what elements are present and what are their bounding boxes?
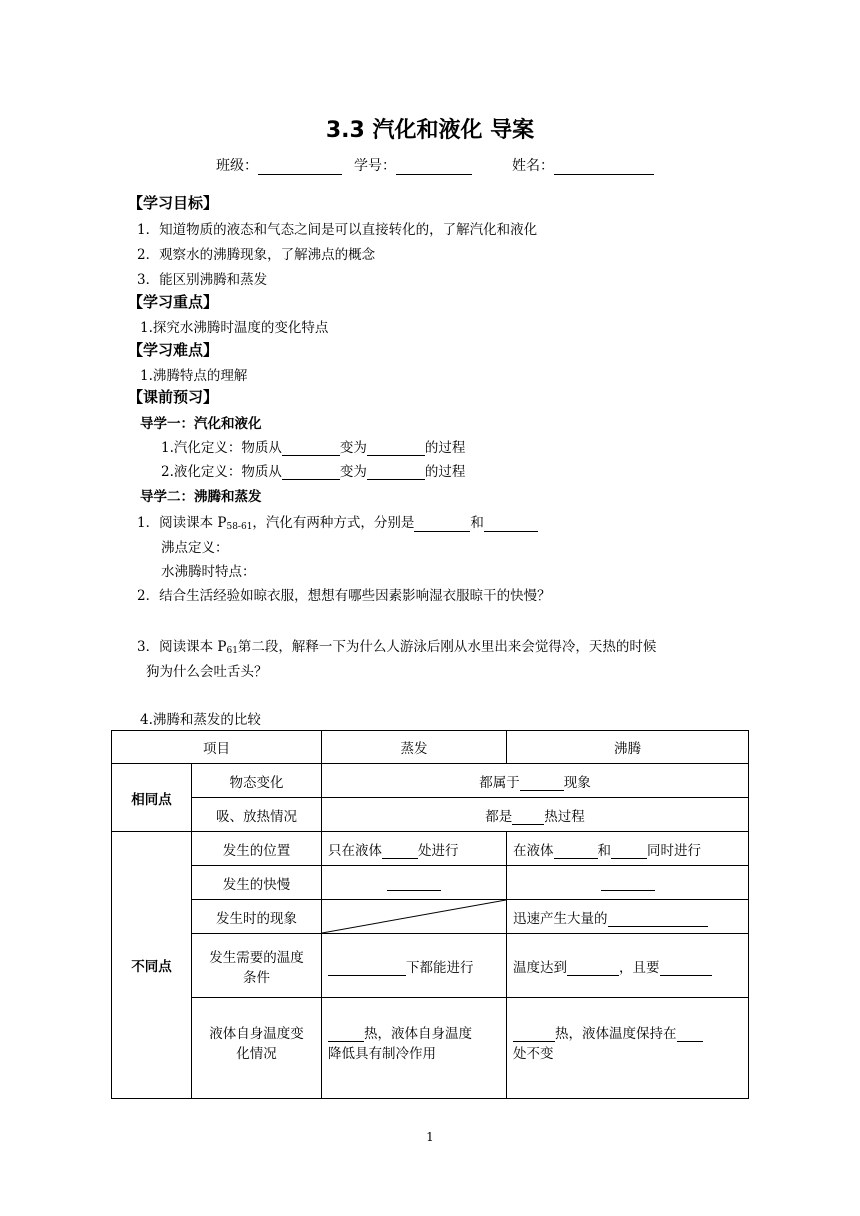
student-id-field	[354, 155, 472, 175]
name-field	[512, 155, 654, 175]
guide2-question-2: 2．结合生活经验如晾衣服，想想有哪些因素影响湿衣服晾干的快慢？	[137, 588, 551, 604]
phenomenon-evaporation-crossed	[322, 900, 507, 934]
blank-line[interactable]	[513, 1027, 555, 1042]
class-blank[interactable]	[258, 159, 342, 175]
phenomenon-label: 发生时的现象	[192, 900, 322, 934]
page-number: 1	[426, 1130, 434, 1144]
same-points-label: 相同点	[112, 764, 192, 832]
class-label: 班级：	[216, 158, 258, 174]
guide1-title: 导学一：汽化和液化	[140, 416, 262, 432]
blank-line[interactable]	[328, 1027, 364, 1042]
temperature-boiling: 温度达到 ，且要	[507, 934, 749, 998]
guide2-question-3-line2: 狗为什么会吐舌头？	[146, 664, 268, 680]
header-evaporation: 蒸发	[322, 731, 507, 764]
student-id-label: 学号：	[354, 158, 396, 174]
blank-line[interactable]	[608, 912, 708, 927]
liquefaction-definition: 2.液化定义：物质从 变为 的过程	[161, 464, 466, 480]
student-id-blank[interactable]	[396, 159, 472, 175]
comparison-table	[111, 730, 749, 1099]
blank-line[interactable]	[567, 961, 619, 976]
page-title: 3.3 汽化和液化 导案	[325, 118, 535, 143]
blank-line[interactable]	[387, 876, 441, 891]
guide2-question-1: 1．阅读课本 $P_{58-61}$，汽化有两种方式，分别是 和	[137, 511, 538, 532]
guide2-question-3: 3．阅读课本 $P_{61}$第二段，解释一下为什么人游泳后刚从水里出来会觉得冷，天热的时候	[137, 639, 657, 656]
temperature-change-boiling: 热，液体温度保持在 处不变	[507, 998, 749, 1099]
blank-line[interactable]	[611, 844, 647, 859]
blank-line[interactable]	[660, 961, 712, 976]
phenomenon-boiling: 迅速产生大量的	[507, 900, 749, 934]
comparison-title: 4.沸腾和蒸发的比较	[140, 712, 261, 728]
speed-boiling	[507, 866, 749, 900]
goal-item-2: 2．观察水的沸腾现象，了解沸点的概念	[137, 247, 376, 263]
blank-line[interactable]	[554, 844, 598, 859]
blank-line[interactable]	[414, 517, 470, 532]
blank-line[interactable]	[601, 876, 655, 891]
name-blank[interactable]	[554, 159, 654, 175]
blank-line[interactable]	[328, 961, 406, 976]
difficulty-item-1: 1.沸腾特点的理解	[140, 368, 248, 384]
guide2-title: 导学二：沸腾和蒸发	[140, 489, 262, 505]
vaporization-definition: 1.汽化定义：物质从 变为 的过程	[161, 440, 466, 456]
differences-label: 不同点	[112, 832, 192, 1099]
blank-line[interactable]	[282, 441, 340, 456]
goals-heading: 【学习目标】	[128, 194, 219, 212]
temperature-change-evaporation: 热，液体自身温度 降低具有制冷作用	[322, 998, 507, 1099]
blank-line[interactable]	[484, 517, 538, 532]
speed-label: 发生的快慢	[192, 866, 322, 900]
temperature-evaporation: 下都能进行	[322, 934, 507, 998]
heat-cell: 都是 热过程	[322, 798, 749, 832]
boiling-point-definition: 沸点定义：	[161, 540, 229, 556]
position-boiling: 在液体 和 同时进行	[507, 832, 749, 866]
header-boiling: 沸腾	[507, 731, 749, 764]
blank-line[interactable]	[282, 465, 340, 480]
header-item: 项目	[112, 731, 322, 764]
blank-line[interactable]	[677, 1027, 703, 1042]
position-evaporation: 只在液体 处进行	[322, 832, 507, 866]
blank-line[interactable]	[367, 441, 425, 456]
difficulties-heading: 【学习难点】	[128, 341, 219, 359]
temperature-condition-label: 发生需要的温度 条件	[192, 934, 322, 998]
blank-line[interactable]	[512, 810, 544, 825]
blank-line[interactable]	[382, 844, 418, 859]
state-change-label: 物态变化	[192, 764, 322, 798]
keypoints-heading: 【学习重点】	[128, 293, 219, 311]
water-boiling-features: 水沸腾时特点：	[161, 564, 256, 580]
goal-item-3: 3．能区别沸腾和蒸发	[137, 272, 268, 288]
state-change-cell: 都属于 现象	[322, 764, 749, 798]
blank-line[interactable]	[367, 465, 425, 480]
position-label: 发生的位置	[192, 832, 322, 866]
name-label: 姓名：	[512, 158, 554, 174]
temperature-change-label: 液体自身温度变 化情况	[192, 998, 322, 1099]
keypoint-item-1: 1.探究水沸腾时温度的变化特点	[140, 320, 329, 336]
blank-line[interactable]	[520, 776, 564, 791]
heat-label: 吸、放热情况	[192, 798, 322, 832]
speed-evaporation	[322, 866, 507, 900]
goal-item-1: 1．知道物质的液态和气态之间是可以直接转化的，了解汽化和液化	[137, 222, 538, 238]
class-field	[216, 155, 342, 175]
preview-heading: 【课前预习】	[128, 388, 219, 406]
